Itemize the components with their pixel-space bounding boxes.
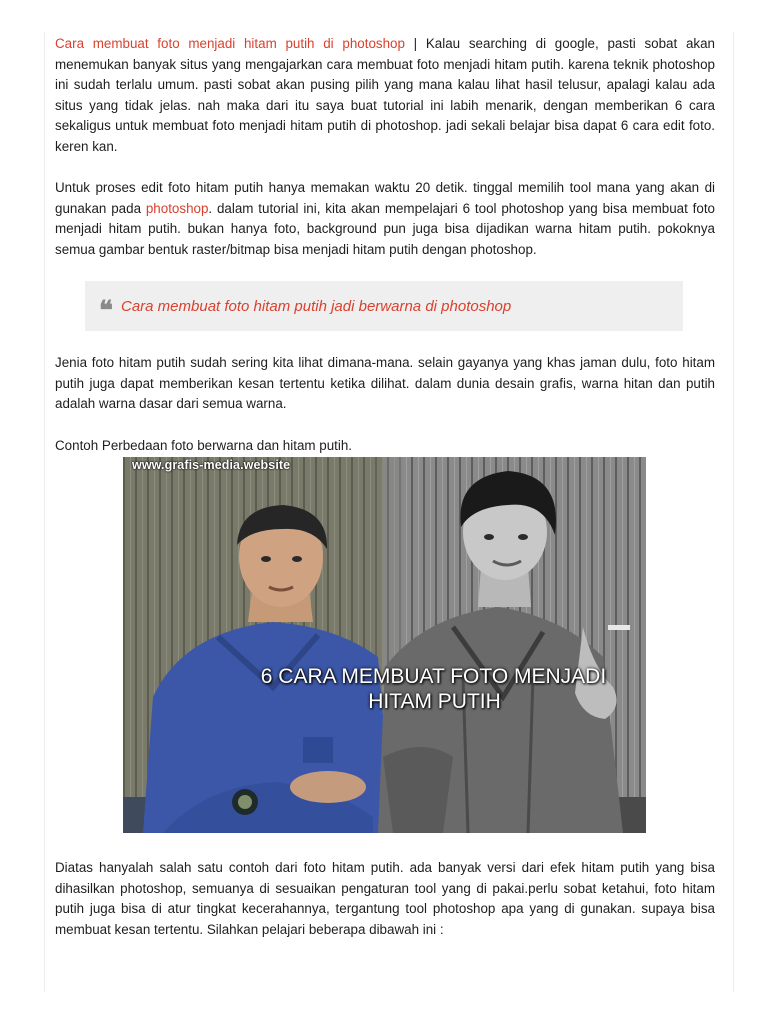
paragraph-process-text-a: Untuk proses edit foto hitam putih hanya memakan waktu 20 detik. tinggal memilih tool mana yang akan di gunakan pada [55, 180, 715, 216]
comparison-photo [123, 457, 646, 833]
comparison-photo-illustration [123, 457, 646, 833]
figure-caption [55, 436, 715, 457]
article-title-link[interactable]: Cara membuat foto menjadi hitam putih di photoshop [55, 36, 405, 51]
paragraph-process-text-b: . dalam tutorial ini, kita akan mempelajari 6 tool photoshop yang bisa membuat foto menjadi hitam putih. bukan hanya foto, background pun juga bisa dijadikan warna hitam putih. pokoknya semua gambar bentuk raster/bitmap bisa menjadi hitam putih dengan photoshop. [55, 200, 715, 257]
article-page [44, 32, 734, 992]
paragraph-closing-text: Diatas hanyalah salah satu contoh dari foto hitam putih. ada banyak versi dari efek hitam putih yang bisa dihasilkan photoshop, semuanya di sesuaikan pengaturan tool yang di pakai.perlu sobat ketahui, foto hitam putih juga bisa di atur tingkat kecerahannya, tergantung tool photoshop apa yang di gunakan. supaya bisa membuat kesan tertentu. Silahkan pelajari beberapa dibawah ini : [55, 860, 715, 937]
figure-caption-text: Contoh Perbedaan foto berwarna dan hitam putih. [55, 438, 353, 453]
figure-watermark: www.grafis-media.website [132, 458, 291, 472]
figure-overlay-line1: 6 CARA MEMBUAT FOTO MENJADI [260, 665, 607, 688]
paragraph-intro [55, 34, 715, 158]
paragraph-process [55, 178, 715, 260]
photoshop-link[interactable]: photoshop [145, 200, 209, 216]
figure-overlay-title [123, 664, 646, 714]
related-post-blockquote[interactable] [85, 281, 683, 331]
paragraph-history [55, 353, 715, 415]
paragraph-history-text: Jenia foto hitam putih sudah sering kita lihat dimana-mana. selain gayanya yang khas jaman dulu, foto hitam putih juga dapat memberikan kesan tertentu ketika dilihat. dalam dunia desain grafis, warna hitan dan putih adalah warna dasar dari semua warna. [55, 355, 715, 412]
figure-overlay-line2: HITAM PUTIH [368, 690, 501, 713]
paragraph-closing [55, 858, 715, 940]
related-post-link[interactable]: Cara membuat foto hitam putih jadi berwarna di photoshop [121, 297, 512, 315]
paragraph-intro-text: | Kalau searching di google, pasti sobat akan menemukan banyak situs yang mengajarkan cara membuat foto menjadi hitam putih. karena teknik photoshop ini sudah terlalu umum. pasti sobat akan pusing pilih yang mana kalau lihat hasil telusur, apalagi kalau ada situs yang tidak jelas. nah maka dari itu saya buat tutorial ini labih menarik, dengan memberikan 6 cara sekaligus untuk membuat foto menjadi hitam putih di photoshop. jadi sekali belajar bisa dapat 6 cara edit foto. keren kan. [55, 36, 715, 154]
quote-icon: ❝ [99, 296, 113, 325]
